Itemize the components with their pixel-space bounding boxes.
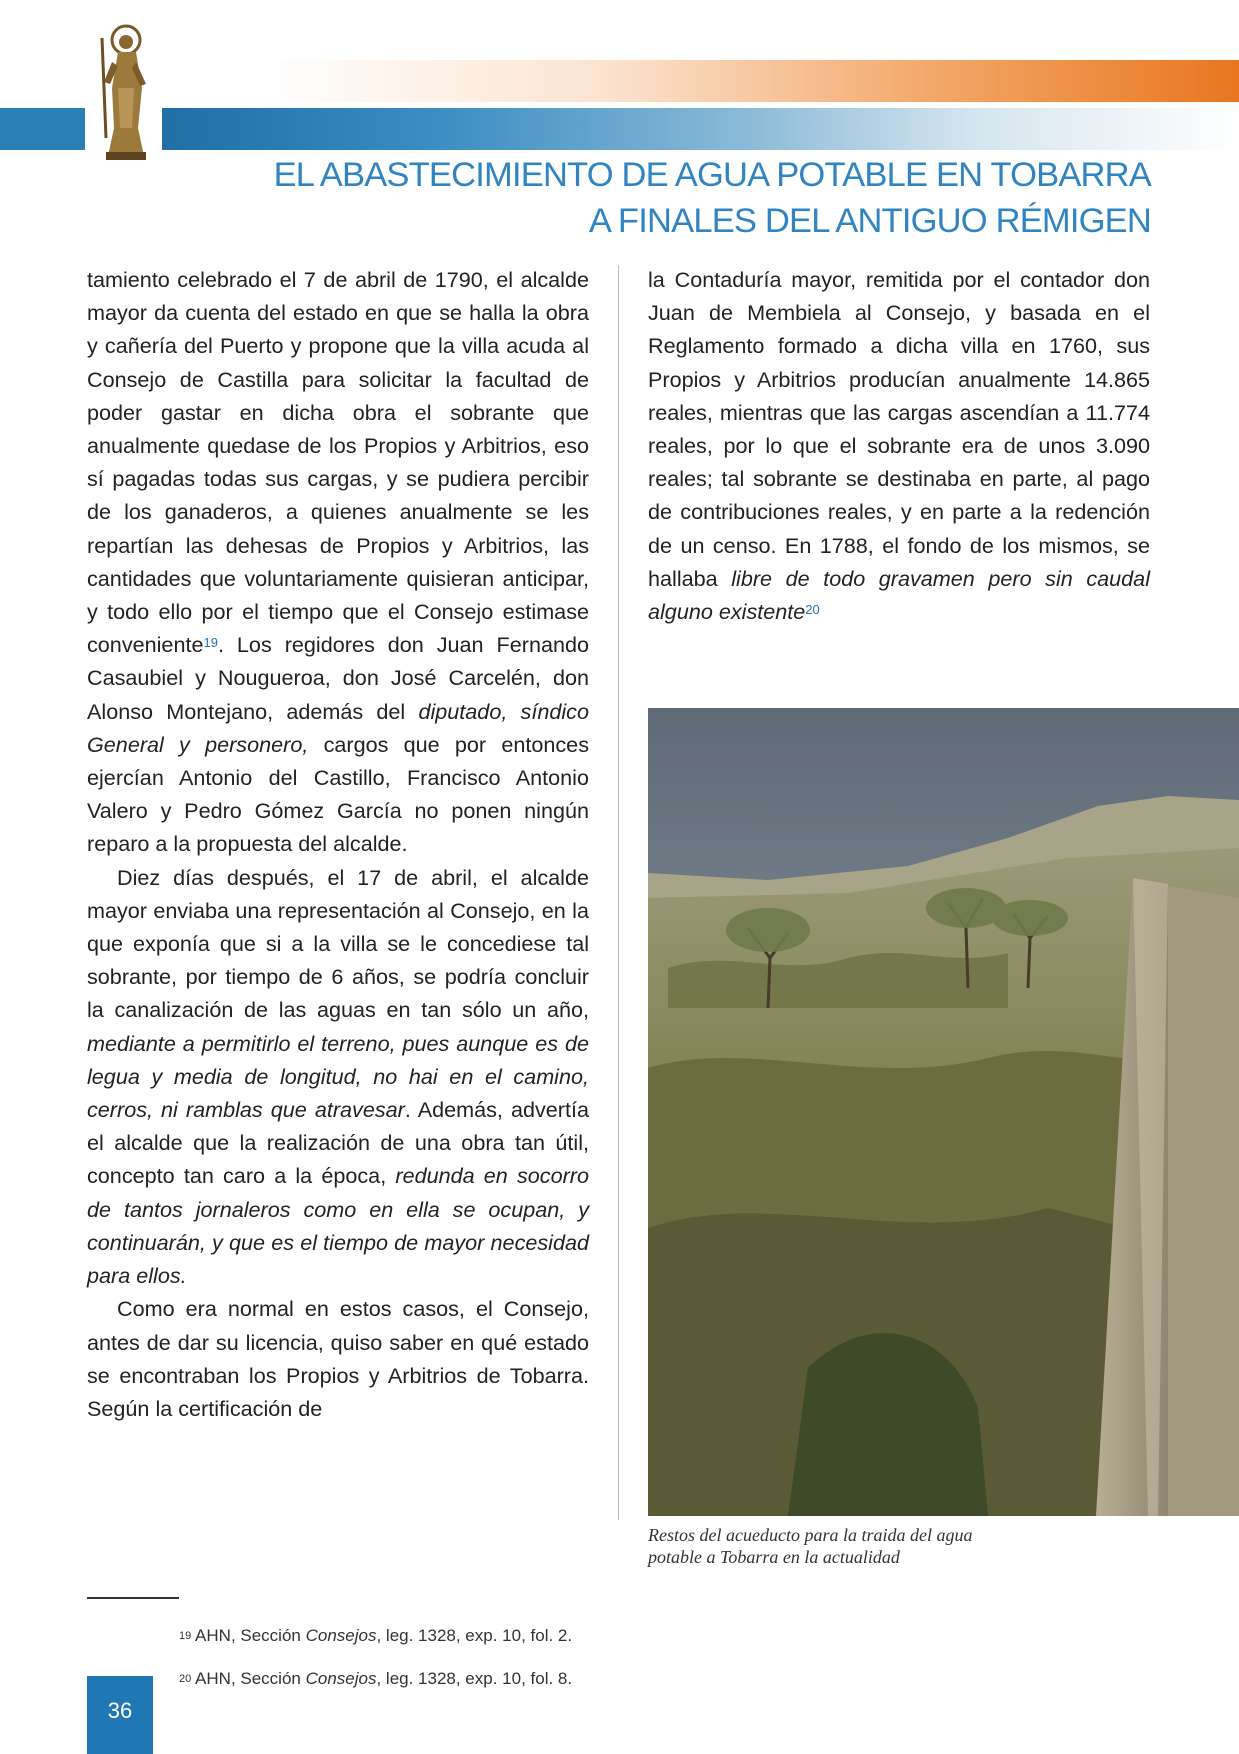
text-run: cargos que por entonces ejercían Antonio del Castillo, Francisco Antonio Valero y Pedro Gómez García no ponen ningún reparo a la propuesta del alcalde. — [87, 731, 589, 857]
page-number: 36 — [107, 1698, 133, 1723]
text-run: la Contaduría mayor, remitida por el contador don Juan de Membiela al Consejo, y basada en el Reglamento formado a dicha villa en 1760, sus Propios y Arbitrios producían anualmente 14.865 reales, mientras que las cargas ascendían a 11.774 reales, por lo que el sobrante era de unos 3.090 reales; tal sobrante se destinaba en parte, al pago de contribuciones reales, y en parte a la redención de un censo. En 1788, el fondo de los mismos, se hallaba — [648, 267, 1150, 591]
header-blue-band — [162, 108, 1239, 150]
paragraph-1 — [87, 263, 589, 861]
text-run: Diez días después, el 17 de abril, el alcalde mayor enviaba una representación al Consejo, en la que exponía que si a la villa se le concediese tal sobrante, por tiempo de 6 años, se podría concluir la canalización de las aguas en tan sólo un año, — [87, 864, 589, 1023]
footnote-italic: Consejos — [305, 1626, 377, 1645]
caption-line-2: potable a Tobarra en la actualidad — [648, 1547, 900, 1567]
text-run: Como era normal en estos casos, el Consejo, antes de dar su licencia, quiso saber en qué estado se encontraban los Propios y Arbitrios de Tobarra. Según la certificación de — [87, 1296, 589, 1421]
title-line-1: EL ABASTECIMIENTO DE AGUA POTABLE EN TOBARRA — [273, 156, 1151, 194]
footnote-ref-20[interactable]: 20 — [805, 602, 820, 618]
caption-line-1: Restos del acueducto para la traida del agua — [648, 1525, 973, 1545]
footnote-text: AHN, Sección — [195, 1669, 306, 1688]
footnote-number: 20 — [179, 1673, 192, 1685]
italic-run: mediante a permitirlo el terreno, pues aunque es de legua y media de longitud, no hai en el camino, cerros, ni ramblas que atravesar — [87, 1030, 589, 1123]
italic-run: redunda en socorro de tantos jornaleros como en ella se ocupan, y continuarán, y que es el tiempo de mayor necesidad para ellos. — [87, 1163, 589, 1289]
text-run: . Además, advertía el alcalde que la realización de una obra tan útil, concepto tan caro a la época, — [87, 1097, 590, 1189]
paragraph-3 — [87, 1292, 589, 1425]
footnote-ref-19[interactable]: 19 — [203, 635, 218, 651]
paragraph-4 — [648, 263, 1150, 628]
footnote-italic: Consejos — [305, 1669, 377, 1688]
right-column — [648, 263, 1150, 628]
page-number-box — [87, 1676, 153, 1754]
footnote-separator — [87, 1597, 179, 1599]
footnote-text: , leg. 1328, exp. 10, fol. 8. — [376, 1669, 573, 1688]
footnote-text: , leg. 1328, exp. 10, fol. 2. — [376, 1626, 573, 1645]
footnote-text: AHN, Sección — [195, 1626, 306, 1645]
text-run: tamiento celebrado el 7 de abril de 1790, el alcalde mayor da cuenta del estado en que se halla la obra y cañería del Puerto y propone que la villa acuda al Consejo de Castilla para solicitar la facultad de poder gastar en dicha obra el sobrante que anualmente quedase de los Propios y Arbitrios, eso sí pagadas todas sus cargas, y se pudiera percibir de los ganaderos, a quienes anualmente se les repartían las dehesas de Propios y Arbitrios, las cantidades que voluntariamente quisieran anticipar, y todo ello por el tiempo que el Consejo estimase conveniente — [87, 267, 589, 658]
text-run: . Los regidores don Juan Fernando Casaubiel y Nougueroa, don José Carcelén, don Alonso Montejano, además del — [87, 632, 589, 724]
header-orange-band — [265, 60, 1239, 102]
saint-statue-icon — [88, 18, 158, 160]
footnote-20 — [179, 1668, 572, 1690]
paragraph-2 — [87, 861, 589, 1293]
italic-run: diputado, síndico General y personero, — [87, 698, 589, 757]
photo-caption — [648, 1524, 1048, 1568]
column-divider — [618, 265, 619, 1520]
italic-run: libre de todo gravamen pero sin caudal alguno existente — [648, 565, 1150, 625]
footnote-19 — [179, 1625, 572, 1647]
title-line-2: A FINALES DEL ANTIGUO RÉMIGEN — [588, 202, 1151, 240]
footnote-number: 19 — [179, 1630, 192, 1642]
article-title — [274, 152, 1151, 244]
header-blue-tab — [0, 108, 85, 150]
aqueduct-photo — [648, 708, 1239, 1516]
left-column — [87, 263, 589, 1425]
